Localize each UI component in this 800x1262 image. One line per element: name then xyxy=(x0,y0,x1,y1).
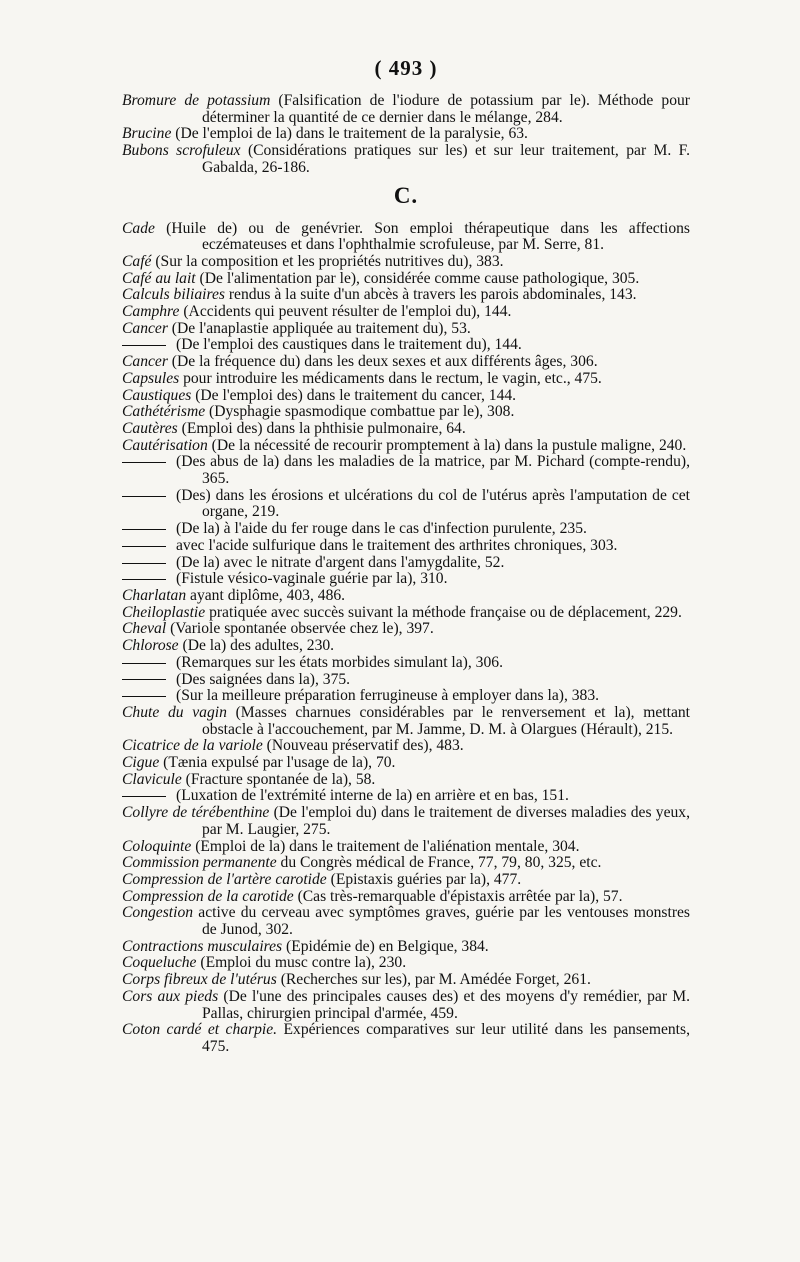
entry-headword: Cancer xyxy=(122,353,168,371)
entry-headword: Cicatrice de la variole xyxy=(122,737,263,755)
entry-text: (Remarques sur les états morbides simulant la), 306. xyxy=(176,653,503,671)
index-subentry xyxy=(122,655,690,672)
page-number: ( 493 ) xyxy=(374,56,438,80)
index-entry xyxy=(122,621,690,638)
entry-headword: Camphre xyxy=(122,303,180,321)
entry-text: (Huile de) ou de genévrier. Son emploi thérapeutique dans les affections eczémateuses et dans l'ophthalmie scrofuleuse, par M. Serre, 81. xyxy=(154,219,690,254)
entry-headword: Caustiques xyxy=(122,386,192,404)
index-entry xyxy=(122,388,690,405)
index-entry xyxy=(122,93,690,126)
index-subentry xyxy=(122,672,690,689)
index-entry xyxy=(122,143,690,176)
index-entry xyxy=(122,705,690,738)
index-entry xyxy=(122,889,690,906)
entry-headword: Cheiloplastie xyxy=(122,603,206,621)
index-subentry xyxy=(122,555,690,572)
entry-headword: Clavicule xyxy=(122,770,182,788)
entry-headword: Cancer xyxy=(122,319,168,337)
entry-text: (Cas très-remarquable d'épistaxis arrêtée par la), 57. xyxy=(293,887,623,905)
entry-text: du Congrès médical de France, 77, 79, 80, 325, etc. xyxy=(276,854,602,872)
entry-text: (Tænia expulsé par l'usage de la), 70. xyxy=(159,754,396,772)
index-subentry xyxy=(122,788,690,805)
index-entry xyxy=(122,271,690,288)
entry-headword: Cigue xyxy=(122,754,160,772)
entry-text: (Epistaxis guéries par la), 477. xyxy=(326,870,522,888)
index-entry xyxy=(122,839,690,856)
entry-headword: Coton cardé et charpie. xyxy=(122,1021,278,1039)
entry-headword: Compression de l'artère carotide xyxy=(122,870,327,888)
entry-text: (Emploi du musc contre la), 230. xyxy=(196,954,407,972)
entry-text: (De l'emploi de la) dans le traitement de la paralysie, 63. xyxy=(171,125,528,143)
index-entry xyxy=(122,605,690,622)
index-entry xyxy=(122,989,690,1022)
index-entry xyxy=(122,371,690,388)
entry-headword: Coloquinte xyxy=(122,837,192,855)
entry-text: (Accidents qui peuvent résulter de l'emploi du), 144. xyxy=(179,303,512,321)
entry-text: avec l'acide sulfurique dans le traitement des arthrites chroniques, 303. xyxy=(176,536,618,554)
index-entry xyxy=(122,221,690,254)
index-entry xyxy=(122,126,690,143)
entry-headword: Café xyxy=(122,252,152,270)
entry-text: (Sur la meilleure préparation ferrugineuse à employer dans la), 383. xyxy=(176,687,600,705)
entry-text: ayant diplôme, 403, 486. xyxy=(186,586,346,604)
ditto-dash xyxy=(122,337,176,354)
index-entry xyxy=(122,438,690,455)
entry-headword: Collyre de térébenthine xyxy=(122,804,270,822)
ditto-dash xyxy=(122,538,176,555)
entry-headword: Commission permanente xyxy=(122,854,277,872)
index-entry xyxy=(122,738,690,755)
entry-text: (Falsification de l'iodure de potassium par le). Méthode pour déterminer la quantité de ce dernier dans le mélange, 284. xyxy=(202,92,690,126)
entry-headword: Cautères xyxy=(122,419,178,437)
entry-headword: Calculs biliaires xyxy=(122,286,225,304)
entry-headword: Cheval xyxy=(122,620,167,638)
entry-text: (Masses charnues considérables par le renversement et la), mettant obstacle à l'accouchement, par M. Jamme, D. M. à Olargues (Hérault), 215. xyxy=(202,703,690,738)
index-entry xyxy=(122,772,690,789)
entry-text: (De la nécessité de recourir promptement à la) dans la pustule maligne, 240. xyxy=(207,436,687,454)
entry-headword: Corps fibreux de l'utérus xyxy=(122,971,277,989)
index-entry xyxy=(122,805,690,838)
entry-text: (Fistule vésico-vaginale guérie par la), 310. xyxy=(176,570,448,588)
ditto-dash xyxy=(122,688,176,705)
index-entry xyxy=(122,354,690,371)
entry-text: (Sur la composition et les propriétés nutritives du), 383. xyxy=(151,252,504,270)
entry-text: (De l'une des principales causes des) et des moyens d'y remédier, par M. Pallas, chirurgien principal d'armée, 459. xyxy=(202,987,690,1022)
ditto-dash xyxy=(122,672,176,689)
entry-headword: Cade xyxy=(122,219,155,237)
index-entry xyxy=(122,872,690,889)
entry-text: (Variole spontanée observée chez le), 397. xyxy=(166,620,434,638)
entry-headword: Bromure de potassium xyxy=(122,92,271,109)
entry-text: (Considérations pratiques sur les) et sur leur traitement, par M. F. Gabalda, 26-186. xyxy=(202,142,691,176)
entry-text: (Luxation de l'extrémité interne de la) en arrière et en bas, 151. xyxy=(176,787,569,805)
index-entries-b xyxy=(122,93,690,177)
index-entry xyxy=(122,287,690,304)
ditto-dash xyxy=(122,454,176,471)
ditto-dash xyxy=(122,521,176,538)
entry-text: pour introduire les médicaments dans le rectum, le vagin, etc., 475. xyxy=(179,369,602,387)
index-entry xyxy=(122,638,690,655)
index-entry xyxy=(122,855,690,872)
index-entry xyxy=(122,421,690,438)
entry-text: (Recherches sur les), par M. Amédée Forget, 261. xyxy=(276,971,591,989)
entry-text: rendus à la suite d'un abcès à travers les parois abdominales, 143. xyxy=(224,286,637,304)
ditto-dash xyxy=(122,571,176,588)
entry-headword: Cautérisation xyxy=(122,436,208,454)
ditto-dash xyxy=(122,488,176,505)
ditto-dash xyxy=(122,555,176,572)
entry-text: (De l'emploi des caustiques dans le traitement du), 144. xyxy=(176,336,522,354)
ditto-dash xyxy=(122,788,176,805)
entry-text: (Emploi des) dans la phthisie pulmonaire, 64. xyxy=(177,419,466,437)
entry-text: pratiquée avec succès suivant la méthode française ou de déplacement, 229. xyxy=(205,603,682,621)
index-subentry xyxy=(122,688,690,705)
entry-headword: Chute du vagin xyxy=(122,703,227,721)
index-subentry xyxy=(122,521,690,538)
entry-text: Expériences comparatives sur leur utilité dans les pansements, 475. xyxy=(202,1021,690,1055)
entry-text: (De la) avec le nitrate d'argent dans l'amygdalite, 52. xyxy=(176,553,505,571)
index-subentry xyxy=(122,488,690,521)
entry-headword: Compression de la carotide xyxy=(122,887,294,905)
entry-text: (De l'anaplastie appliquée au traitement du), 53. xyxy=(167,319,471,337)
entry-headword: Contractions musculaires xyxy=(122,937,283,955)
entry-text: (De la fréquence du) dans les deux sexes et aux différents âges, 306. xyxy=(167,353,598,371)
index-entry xyxy=(122,254,690,271)
index-entries-c xyxy=(122,221,690,1056)
entry-text: (Des abus de la) dans les maladies de la matrice, par M. Pichard (compte-rendu), 365. xyxy=(176,453,690,488)
entry-headword: Charlatan xyxy=(122,586,187,604)
entry-text: (De la) à l'aide du fer rouge dans le cas d'infection purulente, 235. xyxy=(176,520,587,538)
entry-text: (De la) des adultes, 230. xyxy=(178,637,335,655)
index-entry xyxy=(122,1022,690,1055)
index-entry xyxy=(122,972,690,989)
entry-text: (De l'alimentation par le), considérée comme cause pathologique, 305. xyxy=(195,269,640,287)
entry-headword: Congestion xyxy=(122,904,194,922)
entry-headword: Cors aux pieds xyxy=(122,987,219,1005)
index-entry xyxy=(122,588,690,605)
entry-headword: Café au lait xyxy=(122,269,196,287)
entry-text: (Nouveau préservatif des), 483. xyxy=(262,737,464,755)
entry-text: active du cerveau avec symptômes graves, guérie par les ventouses monstres de Junod, 302. xyxy=(193,904,690,939)
entry-headword: Coqueluche xyxy=(122,954,197,972)
index-entry xyxy=(122,955,690,972)
section-letter: C. xyxy=(393,182,419,208)
entry-text: (Des) dans les érosions et ulcérations du col de l'utérus après l'amputation de cet organe, 219. xyxy=(176,486,690,521)
index-entry xyxy=(122,321,690,338)
entry-headword: Brucine xyxy=(122,125,172,143)
entry-text: (Des saignées dans la), 375. xyxy=(176,670,351,688)
entry-text: (Fracture spontanée de la), 58. xyxy=(181,770,376,788)
entry-headword: Bubons scrofuleux xyxy=(122,142,241,160)
index-entry xyxy=(122,755,690,772)
entry-text: (De l'emploi des) dans le traitement du cancer, 144. xyxy=(191,386,517,404)
entry-text: (Dysphagie spasmodique combattue par le), 308. xyxy=(205,403,515,421)
entry-headword: Capsules xyxy=(122,369,180,387)
index-entry xyxy=(122,939,690,956)
index-subentry xyxy=(122,454,690,487)
ditto-dash xyxy=(122,655,176,672)
index-entry xyxy=(122,304,690,321)
index-entry xyxy=(122,404,690,421)
index-entry xyxy=(122,905,690,938)
entry-headword: Cathétérisme xyxy=(122,403,206,421)
entry-headword: Chlorose xyxy=(122,637,179,655)
entry-text: (De l'emploi du) dans le traitement de diverses maladies des yeux, par M. Laugier, 275. xyxy=(202,804,690,838)
entry-text: (Emploi de la) dans le traitement de l'aliénation mentale, 304. xyxy=(191,837,580,855)
index-subentry xyxy=(122,337,690,354)
entry-text: (Epidémie de) en Belgique, 384. xyxy=(282,937,489,955)
index-subentry xyxy=(122,538,690,555)
index-subentry xyxy=(122,571,690,588)
